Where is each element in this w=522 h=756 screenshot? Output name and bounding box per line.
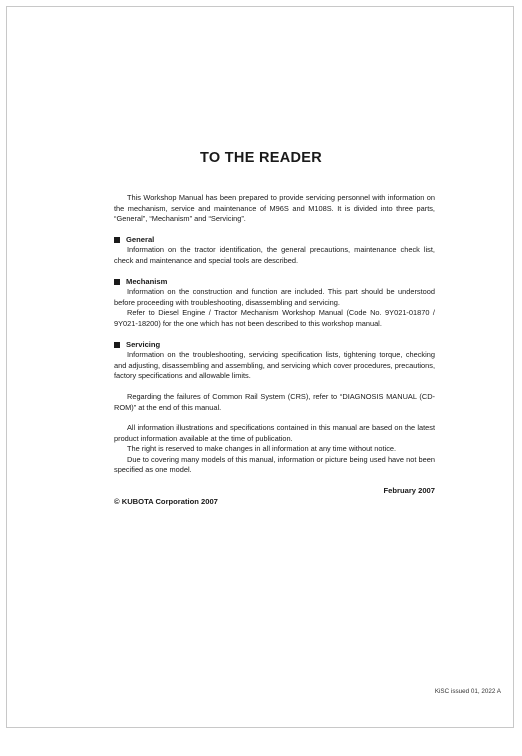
page-title: TO THE READER	[199, 150, 323, 166]
manual-page	[6, 6, 514, 728]
publication-date: February 2007	[383, 486, 435, 496]
section-servicing-text: Information on the troubleshooting, servicing specification lists, tightening torque, checking and adjusting, disassembling and assembling, and servicing which cover procedures, precautions, factory specifications and allowable limits.	[114, 350, 435, 381]
section-heading-mechanism: Mechanism	[126, 276, 168, 286]
square-bullet-icon	[114, 279, 120, 285]
footer-issue-label: KiSC issued 01, 2022 A	[434, 688, 501, 695]
copyright-line: © KUBOTA Corporation 2007	[114, 496, 218, 506]
info-paragraph-3: Due to covering many models of this manual, information or picture being used have not been specified as one model.	[114, 454, 435, 475]
info-paragraph-1: All information illustrations and specifications contained in this manual are based on the latest product information available at the time of publication.	[114, 423, 435, 443]
section-servicing	[114, 340, 435, 382]
section-general-text: Information on the tractor identification, the general precautions, maintenance check list, check and maintenance and special tools are described.	[114, 245, 435, 265]
section-heading-servicing: Servicing	[126, 339, 161, 349]
section-mechanism-text-1: Information on the construction and function are included. This part should be understood before proceeding with troubleshooting, disassembling and servicing.	[114, 287, 435, 307]
info-paragraph-2: The right is reserved to make changes in all information at any time without notice.	[127, 444, 397, 454]
crs-note: Regarding the failures of Common Rail System (CRS), refer to “DIAGNOSIS MANUAL (CD-ROM)” at the end of this manual.	[114, 391, 435, 412]
page-content	[114, 193, 435, 507]
square-bullet-icon	[114, 342, 120, 348]
intro-block	[114, 193, 435, 225]
square-bullet-icon	[114, 237, 120, 243]
info-block	[114, 423, 435, 476]
section-mechanism	[114, 277, 435, 330]
crs-note-block	[114, 392, 435, 413]
section-mechanism-text-2: Refer to Diesel Engine / Tractor Mechanism Workshop Manual (Code No. 9Y021-01870 / 9Y021-18200) for the one which has not been described to this workshop manual.	[114, 308, 435, 328]
section-general	[114, 235, 435, 267]
section-heading-general: General	[126, 234, 155, 244]
intro-paragraph: This Workshop Manual has been prepared to provide servicing personnel with information on the mechanism, service and maintenance of M96S and M108S. It is divided into three parts, “General”, “Mechanism” and “Servicing”.	[114, 193, 435, 224]
